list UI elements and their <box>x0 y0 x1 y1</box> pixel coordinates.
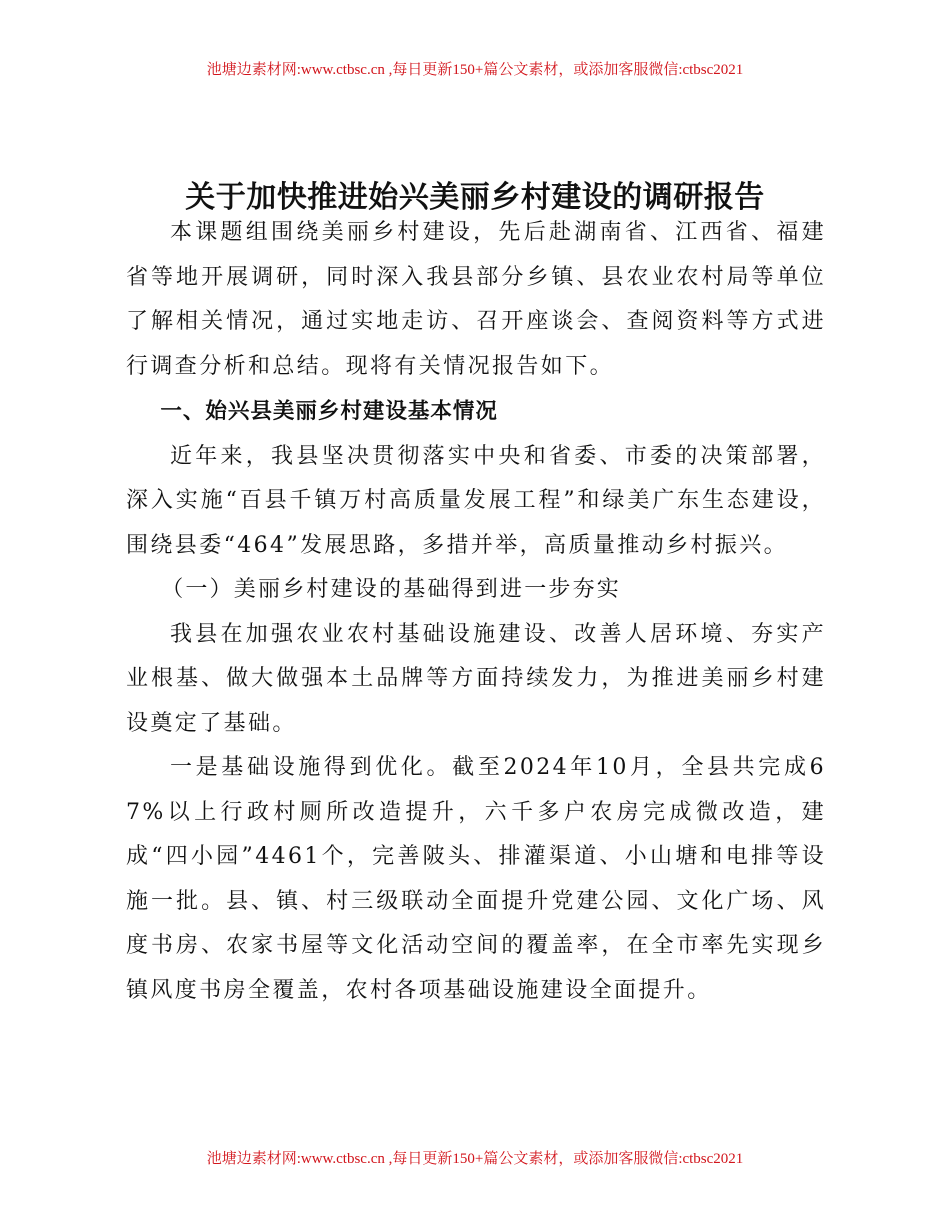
section-heading-1: 一、始兴县美丽乡村建设基本情况 <box>160 399 498 424</box>
document-title: 关于加快推进始兴美丽乡村建设的调研报告 <box>185 180 765 215</box>
section-1-paragraph: 近年来，我县坚决贯彻落实中央和省委、市委的决策部署，深入实施“百县千镇万村高质量发展工程”和绿美广东生态建设，围绕县委“464”发展思路，多措并举，高质量推动乡村振兴。 <box>126 443 826 558</box>
subsection-heading-1: （一）美丽乡村建设的基础得到进一步夯实 <box>161 577 621 602</box>
document-body <box>126 211 826 1013</box>
intro-paragraph: 本课题组围绕美丽乡村建设，先后赴湖南省、江西省、福建省等地开展调研，同时深入我县部分乡镇、县农业农村局等单位了解相关情况，通过实地走访、召开座谈会、查阅资料等方式进行调查分析和总结。现将有关情况报告如下。 <box>126 220 826 379</box>
header-watermark: 池塘边素材网:www.ctbsc.cn ,每日更新150+篇公文素材，或添加客服微信:ctbsc2021 <box>206 62 744 78</box>
point-1-paragraph: 一是基础设施得到优化。截至2024年10月，全县共完成67%以上行政村厕所改造提升，六千多户农房完成微改造，建成“四小园”4461个，完善陂头、排灌渠道、小山塘和电排等设施一批。县、镇、村三级联动全面提升党建公园、文化广场、风度书房、农家书屋等文化活动空间的覆盖率，在全市率先实现乡镇风度书房全覆盖，农村各项基础设施建设全面提升。 <box>126 755 826 1003</box>
subsection-1-paragraph: 我县在加强农业农村基础设施建设、改善人居环境、夯实产业根基、做大做强本土品牌等方面持续发力，为推进美丽乡村建设奠定了基础。 <box>126 621 826 736</box>
footer-watermark: 池塘边素材网:www.ctbsc.cn ,每日更新150+篇公文素材，或添加客服微信:ctbsc2021 <box>206 1151 744 1167</box>
